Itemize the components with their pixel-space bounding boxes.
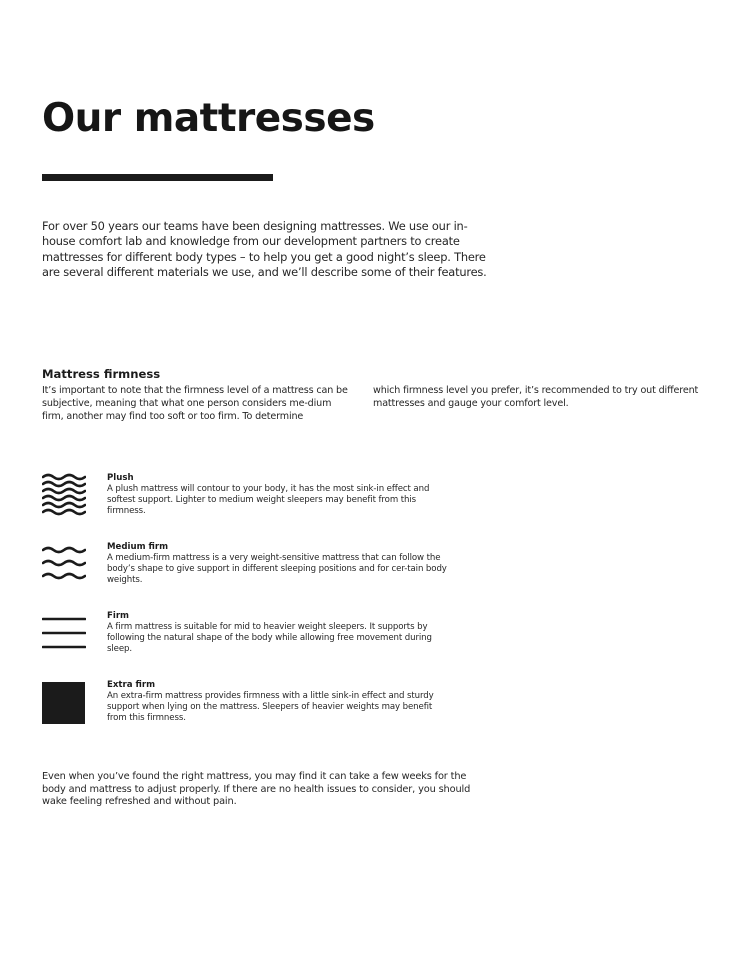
firmness-text-column-1: It’s important to note that the firmness level of a mattress can be subjective, meaning that what one person considers me-dium firm, another may find too soft or too firm. To determine: [42, 385, 348, 422]
closing-paragraph: Even when you’ve found the right mattress, you may find it can take a few weeks for the body and mattress to adjust properly. If there are no health issues to consider, you should wake feeling refreshed and without pain.: [42, 771, 471, 808]
firmness-description: A plush mattress will contour to your body, it has the most sink-in effect and softest support. Lighter to medium weight sleepers may benefit from this firmness.: [107, 484, 430, 516]
medium-firm-wave-icon: [42, 542, 86, 586]
firmness-description: An extra-firm mattress provides firmness with a little sink-in effect and sturdy support when lying on the mattress. Sleepers of heavier weights may benefit from this firmness.: [107, 691, 434, 723]
firmness-text-column-2: which firmness level you prefer, it’s recommended to try out different mattresses and gauge your comfort level.: [373, 385, 699, 409]
firmness-name: Plush: [107, 473, 134, 483]
firmness-name: Extra firm: [107, 680, 156, 690]
firmness-description: A medium-firm mattress is a very weight-sensitive mattress that can follow the body’s shape to give support in different sleeping positions and for cer-tain body weights.: [107, 553, 447, 585]
firmness-name: Medium firm: [107, 542, 169, 552]
intro-paragraph: For over 50 years our teams have been designing mattresses. We use our in-house comfort lab and knowledge from our development partners to create mattresses for different body types – to help you get a good night’s sleep. There are several different materials we use, and we’ll describe some of their features.: [42, 219, 487, 280]
plush-wave-icon: [42, 473, 86, 517]
extra-firm-block-icon: [42, 680, 86, 724]
firmness-name: Firm: [107, 611, 130, 621]
firm-lines-icon: [42, 611, 86, 655]
section-heading-firmness: Mattress firmness: [42, 367, 161, 381]
page-title: Our mattresses: [42, 96, 375, 141]
firmness-description: A firm mattress is suitable for mid to heavier weight sleepers. It supports by following the natural shape of the body while allowing free movement during sleep.: [107, 622, 432, 654]
title-underline: [42, 174, 273, 181]
